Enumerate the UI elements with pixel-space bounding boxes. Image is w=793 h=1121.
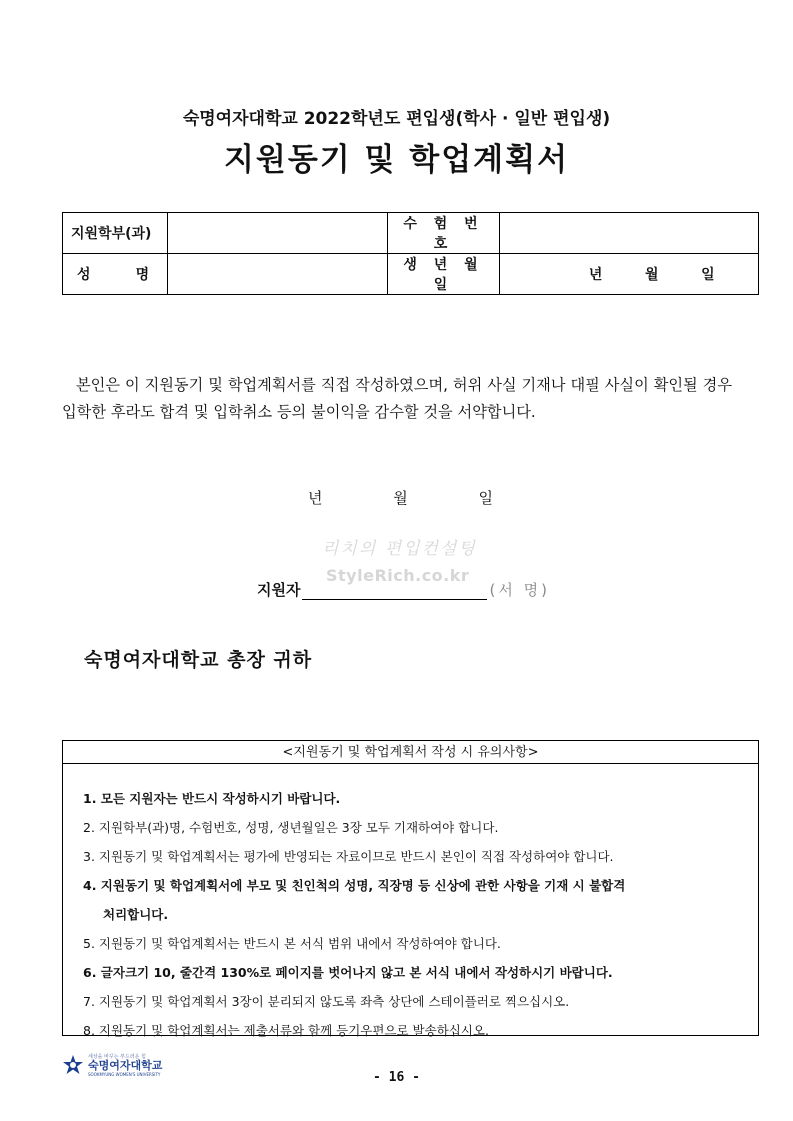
document-subtitle: 숙명여자대학교 2022학년도 편입생(학사 · 일반 편입생) [182,109,611,129]
notes-box [62,740,759,1036]
sign-date-month: 월 [393,489,408,507]
watermark-korean: 리치의 편입컨설팅 [322,539,477,559]
page-number: - 16 - [373,1070,420,1085]
signature-date[interactable] [308,487,493,508]
note-item-continued: 처리합니다. [103,907,169,922]
note-item: 8. 지원동기 및 학업계획서는 제출서류와 함께 등기우편으로 발송하십시오. [83,1023,489,1038]
signature-hint: (서 명) [489,581,550,599]
note-item: 7. 지원동기 및 학업계획서 3장이 분리되지 않도록 좌측 상단에 스테이플러로 찍으십시오. [83,994,570,1009]
applicant-signature-row [257,579,550,600]
logo-name: 숙명여자대학교 [88,1059,163,1072]
name-field[interactable] [168,254,388,295]
note-item: 1. 모든 지원자는 반드시 작성하시기 바랍니다. [83,791,341,806]
department-label: 지원학부(과) [63,213,168,254]
department-field[interactable] [168,213,388,254]
exam-number-label: 수 험 번 호 [388,213,499,254]
name-label-second: 명 [135,267,150,283]
note-item: 2. 지원학부(과)명, 수험번호, 성명, 생년월일은 3장 모두 기재하여야 합니다. [83,820,499,835]
birthdate-label: 생 년 월 일 [388,254,499,295]
watermark-url: StyleRich.co.kr [326,566,470,585]
name-label-cell [63,254,168,295]
notes-heading: <지원동기 및 학업계획서 작성 시 유의사항> [63,744,758,764]
pledge-statement: 본인은 이 지원동기 및 학업계획서를 직접 작성하였으며, 허위 사실 기재나 대필 사실이 확인될 경우 입학한 후라도 합격 및 입학취소 등의 불이익을 감수할 것을 서약합니다. [62,376,732,421]
note-item: 6. 글자크기 10, 줄간격 130%로 페이지를 벗어나지 않고 본 서식 내에서 작성하시기 바랍니다. [83,965,613,980]
addressee: 숙명여자대학교 총장 귀하 [84,649,313,671]
birthdate-month: 월 [645,267,659,283]
sign-date-day: 일 [478,489,493,507]
document-title: 지원동기 및 학업계획서 [223,142,570,178]
name-label-first: 성 [77,267,91,283]
birthdate-day: 일 [701,267,715,283]
note-item: 3. 지원동기 및 학업계획서는 평가에 반영되는 자료이므로 반드시 본인이 직접 작성하여야 합니다. [83,849,614,864]
exam-number-field[interactable] [499,213,758,254]
signature-line[interactable] [302,583,487,600]
logo-english: SOOKMYUNG WOMEN'S UNIVERSITY [88,1072,161,1077]
birthdate-field[interactable] [499,254,758,295]
applicant-info-table [62,212,759,295]
note-item: 4. 지원동기 및 학업계획서에 부모 및 친인척의 성명, 직장명 등 신상에 관한 사항을 기재 시 불합격 [83,878,626,893]
note-item: 5. 지원동기 및 학업계획서는 반드시 본 서식 범위 내에서 작성하여야 합니다. [83,936,501,951]
logo-tagline: 세상을 바꾸는 부드러운 힘 [88,1054,146,1060]
birthdate-year: 년 [588,267,603,283]
sign-date-year: 년 [308,489,323,507]
applicant-label: 지원자 [257,581,301,599]
